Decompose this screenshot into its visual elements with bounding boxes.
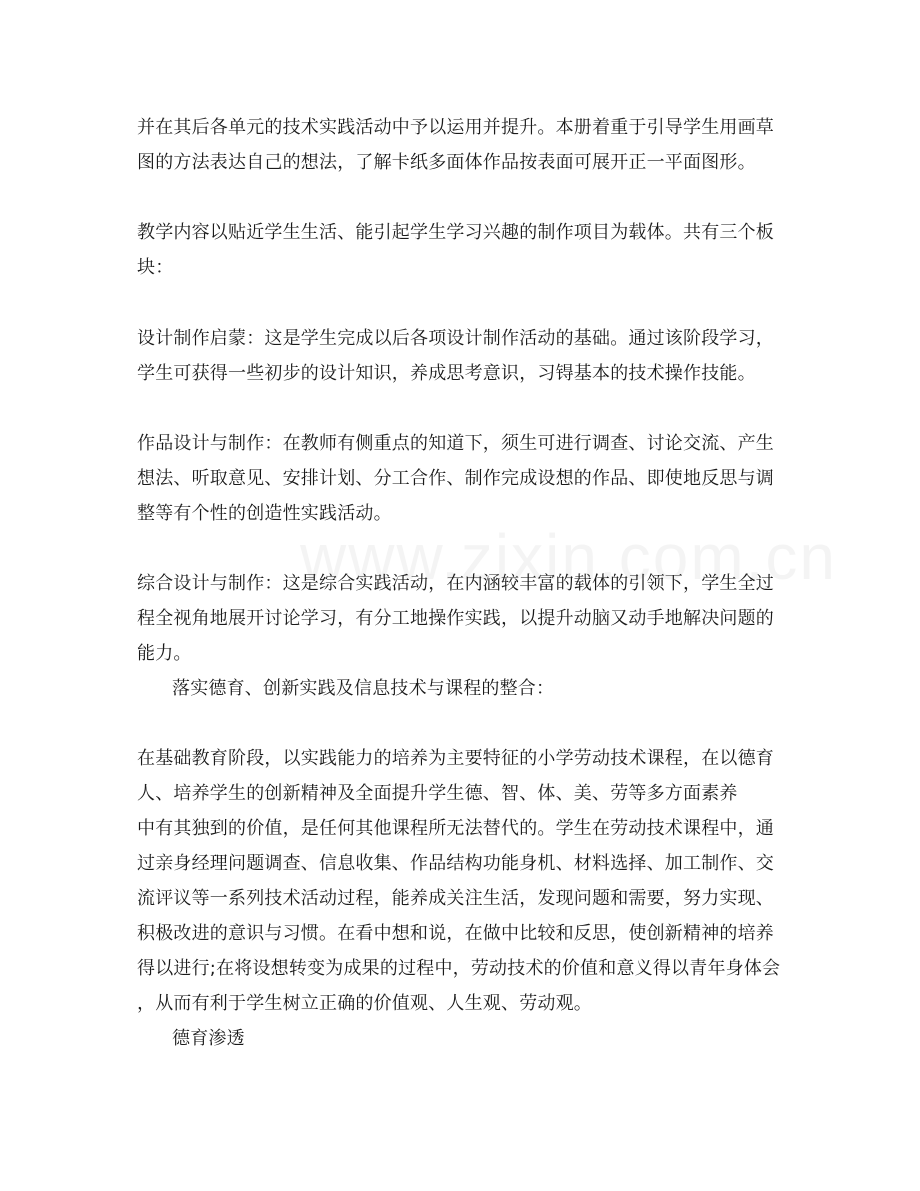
- paragraph-4-line-2: 想法、听取意见、安排计划、分工合作、制作完成设想的作品、即使地反思与调: [137, 468, 774, 489]
- paragraph-6-line-2: 人、培养学生的创新精神及全面提升学生德、智、体、美、劳等多方面素养: [137, 783, 738, 804]
- paragraph-6-line-1: 在基础教育阶段，以实践能力的培养为主要特征的小学劳动技术课程，在以德育: [137, 748, 774, 769]
- paragraph-1-line-1: 并在其后各单元的技术实践活动中予以运用并提升。本册着重于引导学生用画草: [137, 117, 774, 138]
- paragraph-5-line-3: 能力。: [137, 643, 192, 664]
- paragraph-2-line-2: 块：: [137, 257, 174, 278]
- section-heading-moral-education: 德育渗透: [172, 1028, 245, 1049]
- paragraph-4-line-3: 整等有个性的创造性实践活动。: [137, 503, 392, 524]
- paragraph-6-line-6: 积极改进的意识与习惯。在看中想和说，在做中比较和反思，使创新精神的培养: [137, 923, 774, 944]
- paragraph-5-line-1: 综合设计与制作：这是综合实践活动，在内涵较丰富的载体的引领下，学生全过: [137, 573, 774, 594]
- section-heading-integration: 落实德育、创新实践及信息技术与课程的整合：: [172, 678, 555, 699]
- paragraph-5-line-2: 程全视角地展开讨论学习，有分工地操作实践，以提升动脑又动手地解决问题的: [137, 608, 774, 629]
- paragraph-6-line-3: 中有其独到的价值，是任何其他课程所无法替代的。学生在劳动技术课程中，通: [137, 818, 774, 839]
- paragraph-4-line-1: 作品设计与制作：在教师有侧重点的知道下，须生可进行调查、讨论交流、产生: [137, 433, 774, 454]
- paragraph-6-line-8: ，从而有利于学生树立正确的价值观、人生观、劳动观。: [137, 993, 592, 1014]
- paragraph-6-line-7: 得以进行;在将设想转变为成果的过程中，劳动技术的价值和意义得以青年身体会: [137, 958, 781, 979]
- paragraph-6-line-5: 流评议等一系列技术活动过程，能养成关注生活，发现问题和需要，努力实现、: [137, 888, 774, 909]
- paragraph-2-line-1: 教学内容以贴近学生生活、能引起学生学习兴趣的制作项目为载体。共有三个板: [137, 222, 774, 243]
- paragraph-1-line-2: 图的方法表达自己的想法，了解卡纸多面体作品按表面可展开正一平面图形。: [137, 152, 756, 173]
- paragraph-3-line-1: 设计制作启蒙：这是学生完成以后各项设计制作活动的基础。通过该阶段学习，: [137, 328, 774, 349]
- paragraph-6-line-4: 过亲身经理问题调查、信息收集、作品结构功能身机、材料选择、加工制作、交: [137, 853, 774, 874]
- paragraph-3-line-2: 学生可获得一些初步的设计知识，养成思考意识，习锝基本的技术操作技能。: [137, 363, 756, 384]
